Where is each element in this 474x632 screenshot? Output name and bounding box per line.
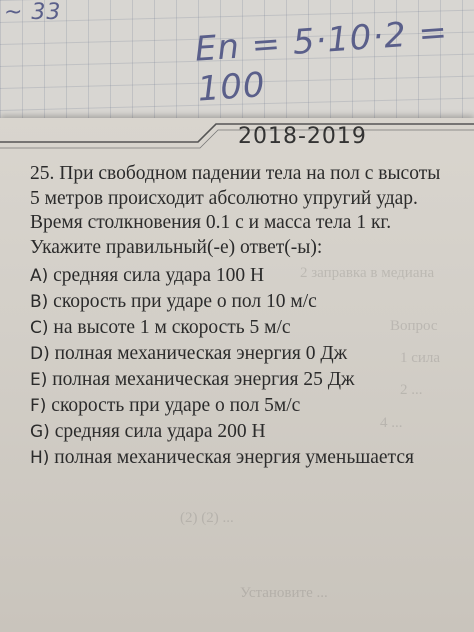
- option-letter: D): [30, 344, 50, 364]
- option-text: средняя сила удара 100 Н: [53, 265, 265, 286]
- answer-option-h: [30, 446, 450, 471]
- answer-option-f: [30, 394, 450, 419]
- answer-option-b: [30, 290, 450, 315]
- answer-option-d: [30, 342, 450, 367]
- bleed-through-text: 4 ...: [380, 415, 403, 431]
- question-block: [30, 162, 450, 472]
- option-text: скорость при ударе о пол 10 м/с: [53, 291, 317, 312]
- option-text: полная механическая энергия уменьшается: [54, 447, 414, 468]
- bleed-through-text: 1 сила: [400, 350, 441, 366]
- option-text: полная механическая энергия 25 Дж: [52, 369, 355, 390]
- option-text: на высоте 1 м скорость 5 м/с: [53, 317, 291, 338]
- question-number: 25.: [30, 163, 55, 184]
- option-letter: G): [30, 422, 50, 442]
- bleed-through-text: Вопрос: [390, 318, 438, 334]
- year-label: 2018-2019: [238, 124, 367, 149]
- bleed-through-text: 2 ...: [400, 382, 423, 398]
- option-text: средняя сила удара 200 Н: [54, 421, 266, 442]
- answer-option-a: [30, 264, 450, 289]
- answer-option-g: [30, 420, 450, 445]
- question-body: При свободном падении тела на пол с высоты 5 метров происходит абсолютно упругий удар. Время столкновения 0.1 с и масса тела 1 кг. Укажите правильный(-е) ответ(-ы):: [30, 163, 441, 258]
- option-letter: C): [30, 318, 49, 338]
- question-text: [30, 162, 450, 260]
- option-letter: E): [30, 370, 48, 390]
- answer-option-e: [30, 368, 450, 393]
- handwritten-formula: En = 5·10·2 = 100: [193, 12, 450, 110]
- option-text: полная механическая энергия 0 Дж: [54, 343, 348, 364]
- bleed-through-text: (2) (2) ...: [180, 510, 234, 526]
- handwritten-note: ~ 33: [4, 0, 62, 25]
- option-letter: B): [30, 292, 49, 312]
- option-text: скорость при ударе о пол 5м/с: [51, 395, 301, 416]
- bleed-through-text: 2 заправка в медиана: [300, 265, 435, 281]
- answer-options: [30, 264, 450, 471]
- option-letter: H): [30, 448, 50, 468]
- bleed-through-text: Установите ...: [240, 585, 328, 601]
- answer-option-c: [30, 316, 450, 341]
- option-letter: F): [30, 396, 47, 416]
- option-letter: A): [30, 266, 49, 286]
